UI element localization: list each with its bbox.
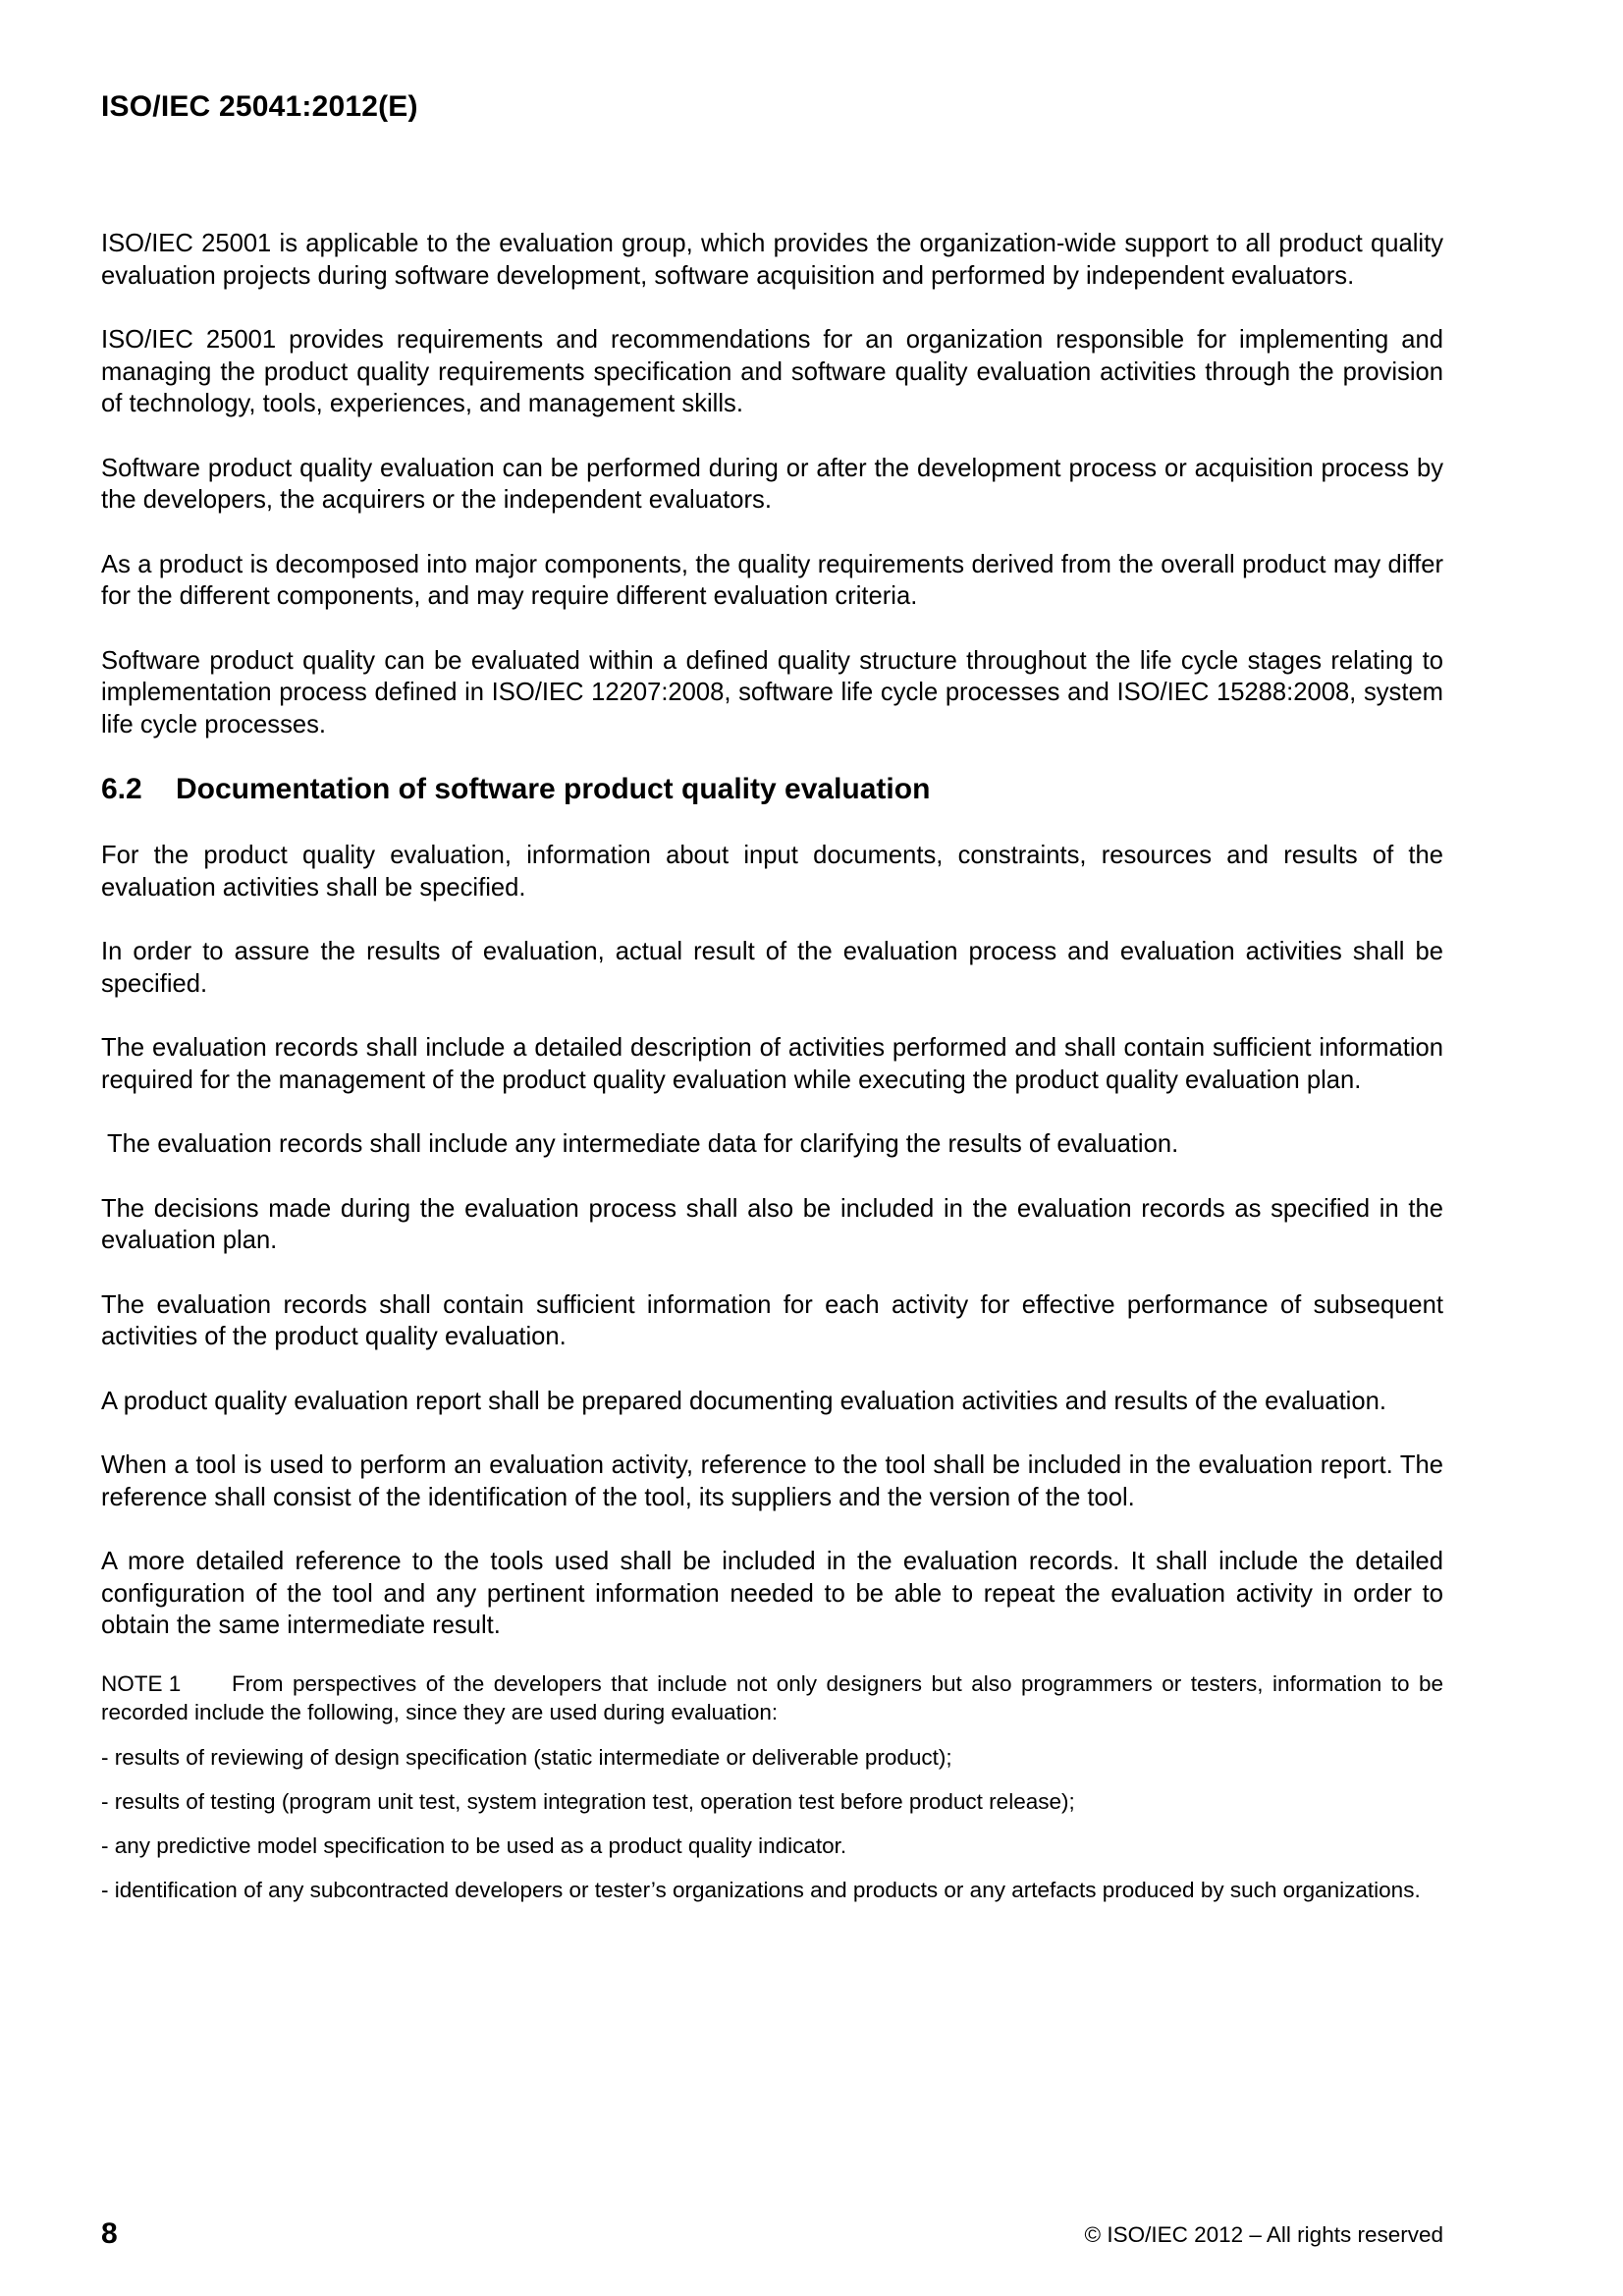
body-paragraph: ISO/IEC 25001 provides requirements and recommendations for an organization responsible for implementing and managing the product quality requirements specification and software quality evaluation activities through the provision of technology, tools, experiences, and management skills.	[101, 326, 1443, 417]
body-paragraph: The evaluation records shall include a detailed description of activities performed and shall contain sufficient information required for the management of the product quality evaluation while executing the product quality evaluation plan.	[101, 1034, 1443, 1094]
body-paragraph: In order to assure the results of evaluation, actual result of the evaluation process and evaluation activities shall be specified.	[101, 938, 1443, 998]
body-paragraph: ISO/IEC 25001 is applicable to the evaluation group, which provides the organization-wide support to all product quality evaluation projects during software development, software acquisition and performed by independent evaluators.	[101, 230, 1443, 290]
body-paragraph: The evaluation records shall include any intermediate data for clarifying the results of evaluation.	[107, 1130, 1179, 1158]
note-list-item: - any predictive model specification to be used as a product quality indicator.	[101, 1832, 847, 1858]
body-paragraph: A more detailed reference to the tools used shall be included in the evaluation records. It shall include the detailed configuration of the tool and any pertinent information needed to be able to repeat the evaluation activity in order to obtain the same intermediate result.	[101, 1548, 1443, 1639]
note-list-item: - results of reviewing of design specification (static intermediate or deliverable product);	[101, 1744, 952, 1770]
note-label: NOTE 1	[101, 1670, 182, 1696]
body-paragraph: Software product quality evaluation can be performed during or after the development process or acquisition process by the developers, the acquirers or the independent evaluators.	[101, 454, 1443, 514]
copyright-notice: © ISO/IEC 2012 – All rights reserved	[1084, 2222, 1443, 2247]
body-paragraph: As a product is decomposed into major components, the quality requirements derived from the overall product may differ for the different components, and may require different evaluation criteria.	[101, 550, 1443, 610]
note-block	[101, 1669, 1443, 1726]
page-number: 8	[101, 2217, 118, 2250]
page-body	[101, 228, 1443, 1920]
body-paragraph: Software product quality can be evaluated within a defined quality structure throughout the life cycle stages relating to implementation process defined in ISO/IEC 12207:2008, software life cycle processes and ISO/IEC 15288:2008, system life cycle processes.	[101, 646, 1443, 738]
body-paragraph: When a tool is used to perform an evaluation activity, reference to the tool shall be included in the evaluation report. The reference shall consist of the identification of the tool, its suppliers and the version of the tool.	[101, 1451, 1443, 1511]
body-paragraph: The decisions made during the evaluation process shall also be included in the evaluation records as specified in the evaluation plan.	[101, 1194, 1443, 1254]
body-paragraph: For the product quality evaluation, information about input documents, constraints, resources and results of the evaluation activities shall be specified.	[101, 842, 1443, 902]
section-title: Documentation of software product quality evaluation	[176, 773, 931, 805]
note-list-item: - results of testing (program unit test, system integration test, operation test before product release);	[101, 1788, 1075, 1814]
body-paragraph: The evaluation records shall contain sufficient information for each activity for effective performance of subsequent activities of the product quality evaluation.	[101, 1290, 1443, 1350]
body-paragraph: A product quality evaluation report shall be prepared documenting evaluation activities and results of the evaluation.	[101, 1387, 1386, 1415]
section-heading	[101, 773, 1443, 806]
note-list-item: - identification of any subcontracted developers or tester’s organizations and products or any artefacts produced by such organizations.	[101, 1877, 1421, 1902]
note-text: From perspectives of the developers that include not only designers but also programmers or testers, information to be recorded include the following, since they are used during evaluation:	[101, 1670, 1443, 1724]
section-number: 6.2	[101, 773, 142, 805]
page-header-standard-id: ISO/IEC 25041:2012(E)	[101, 90, 418, 123]
